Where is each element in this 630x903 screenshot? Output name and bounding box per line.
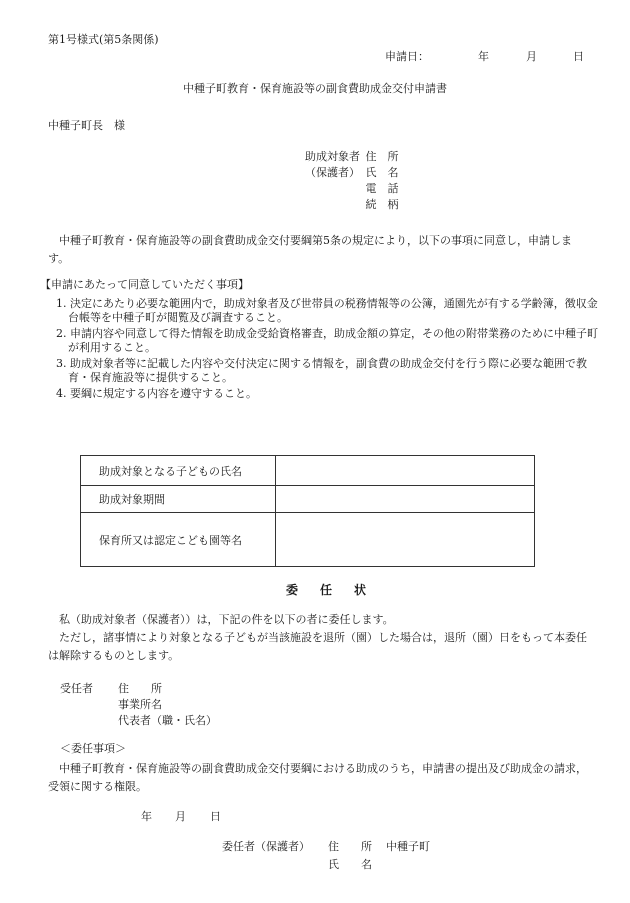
applicant-relation-row[interactable] <box>288 196 399 212</box>
proxy-body-line1: 私（助成対象者（保護者））は，下記の件を以下の者に委任します。 <box>59 613 394 626</box>
delegator-address-label: 住 所 <box>328 840 372 853</box>
intro-paragraph: 中種子町教育・保育施設等の副食費助成金交付要綱第5条の規定により，以下の事項に同意し，申請します。 <box>48 234 572 265</box>
sign-year-field[interactable]: 年 <box>141 810 152 823</box>
period-label: 助成対象期間 <box>81 486 276 513</box>
applicant-role-label: 助成対象者 <box>305 150 360 163</box>
date-month-field[interactable]: 月 <box>526 50 537 63</box>
delegator-name-field[interactable]: 氏 名 <box>328 858 372 871</box>
table-row <box>81 513 535 567</box>
delegation-matters-heading: ＜委任事項＞ <box>60 742 126 755</box>
date-year-field[interactable]: 年 <box>478 50 489 63</box>
consent-item: 3. 助成対象者等に記載した内容や交付決定に関する情報を，副食費の助成金交付を行う際に必要な範囲で教育・保育施設等に提供すること。 <box>56 357 587 384</box>
info-table <box>80 455 535 567</box>
table-row <box>81 456 535 486</box>
applicant-phone-row[interactable] <box>288 180 399 196</box>
consent-heading: 【申請にあたって同意していただく事項】 <box>40 278 249 291</box>
form-number: 第1号様式(第5条関係) <box>48 33 159 46</box>
delegator-address-field[interactable]: 中種子町 <box>386 840 430 853</box>
delegator-label: 委任者（保護者） <box>222 840 310 853</box>
child-name-field[interactable] <box>276 456 535 486</box>
facility-name-field[interactable] <box>276 513 535 567</box>
addressee: 中種子町長 様 <box>48 119 125 132</box>
delegation-matters-body: 中種子町教育・保育施設等の副食費助成金交付要綱における助成のうち，申請書の提出及び助成金の請求，受領に関する権限。 <box>48 762 587 793</box>
proxy-title: 委任状 <box>285 583 388 597</box>
agent-address-label[interactable]: 住 所 <box>118 682 162 695</box>
applicant-name-row[interactable] <box>288 164 399 180</box>
applicant-address-label: 住 所 <box>365 150 399 163</box>
date-day-field[interactable]: 日 <box>573 50 584 63</box>
applicant-name-label: 氏 名 <box>365 166 399 179</box>
agent-label: 受任者 <box>60 682 93 695</box>
table-row <box>81 486 535 513</box>
facility-name-label: 保育所又は認定こども園等名 <box>81 513 276 567</box>
proxy-body-line2: ただし，諸事情により対象となる子どもが当該施設を退所（園）した場合は，退所（園）日をもって本委任は解除するものとします。 <box>48 631 587 662</box>
applicant-phone-label: 電 話 <box>365 182 399 195</box>
period-field[interactable] <box>276 486 535 513</box>
applicant-address-row[interactable] <box>288 148 399 164</box>
child-name-label: 助成対象となる子どもの氏名 <box>81 456 276 486</box>
agent-representative-label[interactable]: 代表者（職・氏名） <box>118 714 217 727</box>
sign-day-field[interactable]: 日 <box>210 810 221 823</box>
document-title: 中種子町教育・保育施設等の副食費助成金交付申請書 <box>183 82 447 95</box>
applicant-guardian-label: （保護者） <box>305 166 360 179</box>
consent-item: 1. 決定にあたり必要な範囲内で，助成対象者及び世帯員の税務情報等の公簿，通園先が有する学齢簿，徴収金台帳等を中種子町が閲覧及び調査すること。 <box>56 297 598 324</box>
applicant-relation-label: 続 柄 <box>365 198 399 211</box>
agent-office-label[interactable]: 事業所名 <box>118 698 162 711</box>
sign-month-field[interactable]: 月 <box>175 810 186 823</box>
application-date-label: 申請日： <box>385 50 429 63</box>
consent-item: 2. 申請内容や同意して得た情報を助成金受給資格審査，助成金額の算定，その他の附帯業務のために中種子町が利用すること。 <box>56 327 598 354</box>
consent-item: 4. 要綱に規定する内容を遵守すること。 <box>56 387 257 400</box>
